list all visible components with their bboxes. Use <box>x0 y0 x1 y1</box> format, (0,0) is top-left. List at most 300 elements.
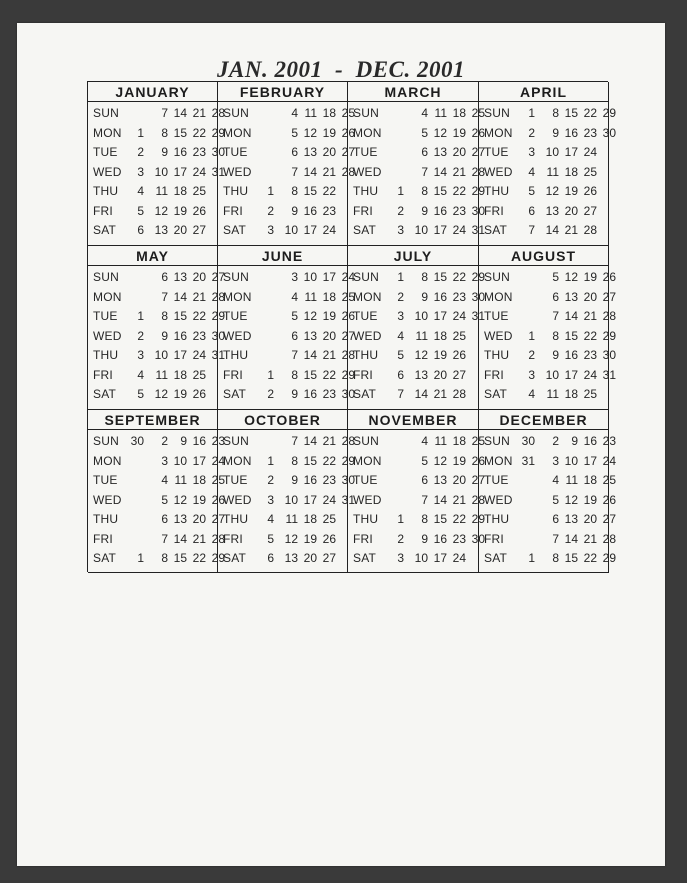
weekday-label: FRI <box>223 203 243 218</box>
weekday-row <box>88 221 217 241</box>
weekday-label: WED <box>484 164 513 179</box>
weekday-label: TUE <box>93 309 118 323</box>
weekday-row <box>218 163 355 183</box>
date-list <box>519 104 616 124</box>
weekday-label: THU <box>484 512 510 526</box>
date-cell: 22 <box>322 367 336 382</box>
date-cell: 26 <box>341 125 355 140</box>
date-cell: 23 <box>192 145 206 159</box>
date-cell: 7 <box>552 531 559 546</box>
date-cell: 24 <box>211 453 225 468</box>
date-cell: 26 <box>471 453 485 468</box>
date-cell: 18 <box>173 367 187 382</box>
date-cell: 21 <box>583 309 597 323</box>
date-cell: 7 <box>291 434 298 448</box>
date-cell: 12 <box>545 184 559 198</box>
date-cell: 8 <box>421 270 428 284</box>
date-cell: 25 <box>471 106 485 120</box>
date-cell: 23 <box>583 125 597 140</box>
date-cell: 17 <box>303 492 317 507</box>
date-cell: 20 <box>192 512 206 526</box>
date-list <box>388 385 476 405</box>
weekday-label: MON <box>353 289 382 304</box>
date-cell: 28 <box>471 164 485 179</box>
date-cell: 26 <box>192 387 206 401</box>
date-cell: 1 <box>267 184 274 198</box>
month-block-may <box>88 246 225 410</box>
date-cell: 6 <box>397 367 404 382</box>
date-cell: 4 <box>528 387 535 401</box>
date-cell: 10 <box>154 164 168 179</box>
date-cell: 20 <box>173 223 187 237</box>
date-cell: 1 <box>267 367 274 382</box>
date-cell: 20 <box>303 551 317 565</box>
date-cell: 4 <box>552 473 559 487</box>
month-name: NOVEMBER <box>348 410 478 430</box>
date-cell: 5 <box>291 125 298 140</box>
date-cell: 27 <box>211 270 225 284</box>
weekday-row <box>348 530 485 550</box>
date-cell: 5 <box>267 531 274 546</box>
date-cell: 8 <box>161 309 168 323</box>
date-cell: 19 <box>583 270 597 284</box>
date-cell: 7 <box>161 289 168 304</box>
date-cell: 8 <box>291 367 298 382</box>
date-cell: 7 <box>291 348 298 362</box>
date-list <box>128 530 225 550</box>
date-cell: 22 <box>452 512 466 526</box>
date-cell: 3 <box>137 348 144 362</box>
date-cell: 19 <box>192 492 206 507</box>
weekday-label: TUE <box>484 473 509 487</box>
date-cell: 17 <box>564 367 578 382</box>
weekday-label: TUE <box>93 145 118 159</box>
date-list <box>519 268 616 288</box>
weekday-row <box>479 104 616 124</box>
weekday-label: SAT <box>93 387 117 401</box>
weekday-label: SUN <box>93 106 119 120</box>
weekday-label: MON <box>93 125 122 140</box>
month-name: DECEMBER <box>479 410 608 430</box>
weekday-row <box>348 182 485 202</box>
date-cell: 23 <box>211 434 225 448</box>
date-list <box>388 143 485 163</box>
date-cell: 25 <box>322 512 336 526</box>
date-cell: 23 <box>602 434 616 448</box>
date-cell: 23 <box>452 531 466 546</box>
date-cell: 25 <box>192 367 206 382</box>
date-cell: 19 <box>322 309 336 323</box>
weekday-row <box>218 307 355 327</box>
weekday-row <box>218 288 355 308</box>
date-cell: 3 <box>137 164 144 179</box>
weekday-row <box>218 491 355 511</box>
weekday-row <box>348 307 485 327</box>
date-list <box>519 452 616 472</box>
date-list <box>128 104 225 124</box>
month-block-september <box>88 410 225 573</box>
date-cell: 10 <box>284 223 298 237</box>
date-cell: 18 <box>452 434 466 448</box>
date-cell: 11 <box>434 106 447 120</box>
date-cell: 26 <box>602 270 616 284</box>
date-cell: 19 <box>583 492 597 507</box>
date-cell: 29 <box>211 309 225 323</box>
weekday-row <box>479 124 616 144</box>
date-cell: 13 <box>433 145 447 159</box>
date-list <box>128 327 225 347</box>
date-cell: 21 <box>583 531 597 546</box>
date-cell: 2 <box>552 434 559 448</box>
date-list <box>519 471 616 491</box>
month-grid <box>87 81 616 572</box>
date-list <box>519 491 616 511</box>
date-cell: 24 <box>583 145 597 159</box>
date-list <box>128 471 225 491</box>
date-cell: 29 <box>471 184 485 198</box>
date-cell: 25 <box>583 387 597 401</box>
weekday-row <box>348 432 485 452</box>
weekday-row <box>348 471 485 491</box>
weekday-row <box>88 182 217 202</box>
date-cell: 9 <box>291 473 298 487</box>
weekday-row <box>348 202 485 222</box>
date-cell: 30 <box>130 434 144 448</box>
date-cell: 3 <box>397 223 404 237</box>
date-list <box>388 288 485 308</box>
date-list <box>519 182 606 202</box>
date-cell: 28 <box>211 289 225 304</box>
date-cell: 8 <box>291 184 298 198</box>
date-cell: 16 <box>173 328 187 343</box>
date-cell: 25 <box>583 164 597 179</box>
date-list <box>519 163 606 183</box>
date-cell: 22 <box>583 551 597 565</box>
date-list <box>128 307 225 327</box>
date-cell: 16 <box>433 531 447 546</box>
date-list <box>388 104 485 124</box>
date-list <box>519 530 616 550</box>
date-cell: 23 <box>452 289 466 304</box>
date-cell: 28 <box>211 106 225 120</box>
date-list <box>128 221 215 241</box>
weekday-label: FRI <box>353 203 373 218</box>
date-cell: 11 <box>565 473 578 487</box>
date-list <box>388 124 485 144</box>
date-cell: 14 <box>545 223 559 237</box>
date-cell: 14 <box>564 309 578 323</box>
weekday-row <box>88 104 225 124</box>
date-cell: 28 <box>211 531 225 546</box>
date-list <box>388 346 476 366</box>
date-cell: 8 <box>552 106 559 120</box>
date-cell: 19 <box>452 453 466 468</box>
date-cell: 11 <box>155 367 168 382</box>
date-cell: 13 <box>564 289 578 304</box>
weekday-label: WED <box>353 164 382 179</box>
date-cell: 5 <box>397 348 404 362</box>
weekday-label: THU <box>353 512 379 526</box>
date-cell: 12 <box>303 125 317 140</box>
date-cell: 8 <box>421 512 428 526</box>
date-cell: 20 <box>583 289 597 304</box>
weekday-row <box>88 202 217 222</box>
date-cell: 16 <box>433 289 447 304</box>
date-cell: 5 <box>552 270 559 284</box>
weekday-row <box>348 163 485 183</box>
weekday-label: MON <box>223 453 252 468</box>
date-list <box>258 452 355 472</box>
weekday-row <box>218 346 355 366</box>
date-cell: 15 <box>564 328 578 343</box>
date-cell: 1 <box>397 184 404 198</box>
weekday-row <box>479 346 616 366</box>
date-cell: 10 <box>414 309 428 323</box>
date-cell: 16 <box>564 125 578 140</box>
date-cell: 11 <box>546 164 559 179</box>
date-cell: 16 <box>303 473 317 487</box>
weekday-label: SUN <box>484 434 510 448</box>
date-cell: 29 <box>211 125 225 140</box>
date-cell: 31 <box>602 367 616 382</box>
weekday-label: WED <box>484 492 513 507</box>
date-cell: 4 <box>137 367 144 382</box>
weekday-label: MON <box>484 289 513 304</box>
date-cell: 17 <box>583 453 597 468</box>
weekday-row <box>348 366 478 386</box>
date-list <box>128 452 225 472</box>
date-cell: 20 <box>564 203 578 218</box>
date-cell: 25 <box>341 289 355 304</box>
date-cell: 9 <box>421 531 428 546</box>
weekday-label: FRI <box>223 367 243 382</box>
date-cell: 28 <box>471 492 485 507</box>
calendar-card <box>17 23 665 866</box>
weekday-row <box>88 346 225 366</box>
weekday-label: TUE <box>223 473 248 487</box>
weekday-row <box>348 124 485 144</box>
date-cell: 1 <box>137 309 144 323</box>
weekday-label: SUN <box>353 106 379 120</box>
date-cell: 24 <box>192 164 206 179</box>
weekday-row <box>218 268 355 288</box>
weekday-row <box>479 549 616 569</box>
date-list <box>388 510 485 530</box>
weekday-label: SUN <box>484 270 510 284</box>
date-cell: 29 <box>211 551 225 565</box>
date-cell: 15 <box>303 184 317 198</box>
date-cell: 17 <box>564 145 578 159</box>
date-cell: 9 <box>571 434 578 448</box>
date-cell: 11 <box>304 289 317 304</box>
date-cell: 27 <box>192 223 206 237</box>
weekday-label: WED <box>223 328 252 343</box>
date-cell: 11 <box>434 434 447 448</box>
weekday-label: WED <box>223 492 252 507</box>
date-cell: 15 <box>433 184 447 198</box>
date-cell: 13 <box>173 512 187 526</box>
date-cell: 6 <box>161 270 168 284</box>
date-cell: 5 <box>137 203 144 218</box>
date-cell: 27 <box>341 328 355 343</box>
date-cell: 24 <box>192 348 206 362</box>
date-cell: 21 <box>564 223 578 237</box>
date-cell: 26 <box>452 348 466 362</box>
weekday-row <box>479 307 616 327</box>
weekday-row <box>479 385 608 405</box>
month-block-february <box>218 82 355 246</box>
weekday-label: SUN <box>353 434 379 448</box>
date-cell: 19 <box>173 203 187 218</box>
date-cell: 14 <box>433 492 447 507</box>
date-cell: 14 <box>433 164 447 179</box>
weekday-label: SAT <box>223 223 247 237</box>
date-cell: 10 <box>414 223 428 237</box>
date-cell: 17 <box>433 551 447 565</box>
weekday-label: WED <box>93 164 122 179</box>
date-cell: 25 <box>192 184 206 198</box>
weekday-row <box>348 327 478 347</box>
date-cell: 6 <box>291 145 298 159</box>
month-name: JANUARY <box>88 82 217 102</box>
date-list <box>258 307 355 327</box>
date-cell: 3 <box>528 145 535 159</box>
date-cell: 4 <box>291 106 298 120</box>
date-cell: 23 <box>322 387 336 401</box>
month-block-january <box>88 82 225 246</box>
date-cell: 1 <box>397 270 404 284</box>
date-list <box>128 163 225 183</box>
date-cell: 9 <box>421 289 428 304</box>
date-cell: 15 <box>173 309 187 323</box>
date-cell: 17 <box>173 348 187 362</box>
date-cell: 8 <box>421 184 428 198</box>
date-cell: 13 <box>564 512 578 526</box>
weekday-label: SUN <box>223 434 249 448</box>
date-cell: 8 <box>552 551 559 565</box>
date-cell: 15 <box>173 551 187 565</box>
weekday-label: TUE <box>93 473 118 487</box>
date-cell: 20 <box>322 328 336 343</box>
date-cell: 1 <box>137 551 144 565</box>
weekday-row <box>88 491 225 511</box>
date-cell: 2 <box>267 473 274 487</box>
month-block-july <box>348 246 485 410</box>
weekday-row <box>218 510 347 530</box>
date-cell: 20 <box>322 145 336 159</box>
date-cell: 25 <box>452 328 466 343</box>
weekday-row <box>479 182 608 202</box>
date-cell: 9 <box>180 434 187 448</box>
date-cell: 20 <box>192 270 206 284</box>
date-cell: 2 <box>137 145 144 159</box>
date-list <box>258 471 355 491</box>
date-cell: 4 <box>137 184 144 198</box>
weekday-label: SAT <box>93 551 117 565</box>
date-cell: 18 <box>322 289 336 304</box>
date-cell: 11 <box>285 512 298 526</box>
date-cell: 26 <box>192 203 206 218</box>
weekday-row <box>218 549 347 569</box>
weekday-label: TUE <box>353 309 378 323</box>
date-list <box>519 385 606 405</box>
date-cell: 4 <box>421 106 428 120</box>
date-cell: 29 <box>471 270 485 284</box>
date-cell: 16 <box>303 203 317 218</box>
date-cell: 15 <box>433 270 447 284</box>
date-cell: 21 <box>192 531 206 546</box>
date-cell: 18 <box>452 106 466 120</box>
weekday-label: WED <box>223 164 252 179</box>
weekday-row <box>479 221 608 241</box>
date-list <box>519 432 616 452</box>
date-cell: 7 <box>421 164 428 179</box>
date-cell: 2 <box>161 434 168 448</box>
date-cell: 11 <box>546 387 559 401</box>
date-list <box>388 452 485 472</box>
date-list <box>388 307 485 327</box>
date-cell: 30 <box>602 125 616 140</box>
date-list <box>519 346 616 366</box>
weekday-label: MON <box>484 125 513 140</box>
date-cell: 19 <box>322 125 336 140</box>
date-cell: 21 <box>452 492 466 507</box>
date-cell: 27 <box>583 203 597 218</box>
date-list <box>128 510 225 530</box>
date-list <box>388 491 485 511</box>
date-list <box>519 366 616 386</box>
calendar-title: JAN. 2001 - DEC. 2001 <box>217 57 465 82</box>
date-cell: 12 <box>564 270 578 284</box>
date-cell: 17 <box>192 453 206 468</box>
weekday-label: THU <box>484 348 510 362</box>
date-cell: 29 <box>602 328 616 343</box>
date-cell: 6 <box>291 328 298 343</box>
date-cell: 29 <box>341 453 355 468</box>
date-cell: 14 <box>303 348 317 362</box>
weekday-row <box>218 471 355 491</box>
date-cell: 1 <box>137 125 144 140</box>
date-cell: 5 <box>137 387 144 401</box>
weekday-label: SAT <box>484 551 508 565</box>
date-cell: 22 <box>192 309 206 323</box>
date-cell: 17 <box>303 223 317 237</box>
date-cell: 2 <box>528 348 535 362</box>
weekday-label: SAT <box>484 387 508 401</box>
date-list <box>258 124 355 144</box>
weekday-row <box>479 452 616 472</box>
weekday-row <box>218 143 355 163</box>
date-cell: 5 <box>161 492 168 507</box>
date-cell: 7 <box>161 531 168 546</box>
weekday-row <box>348 452 485 472</box>
date-cell: 17 <box>433 223 447 237</box>
date-list <box>128 366 215 386</box>
date-cell: 26 <box>471 125 485 140</box>
date-cell: 27 <box>322 551 336 565</box>
date-cell: 8 <box>161 125 168 140</box>
date-cell: 23 <box>583 348 597 362</box>
date-cell: 22 <box>452 184 466 198</box>
date-cell: 12 <box>154 203 168 218</box>
date-cell: 1 <box>528 551 535 565</box>
weekday-label: THU <box>223 512 249 526</box>
weekday-row <box>218 432 355 452</box>
date-cell: 12 <box>303 309 317 323</box>
month-block-november <box>348 410 485 573</box>
date-cell: 15 <box>433 512 447 526</box>
date-cell: 4 <box>421 434 428 448</box>
